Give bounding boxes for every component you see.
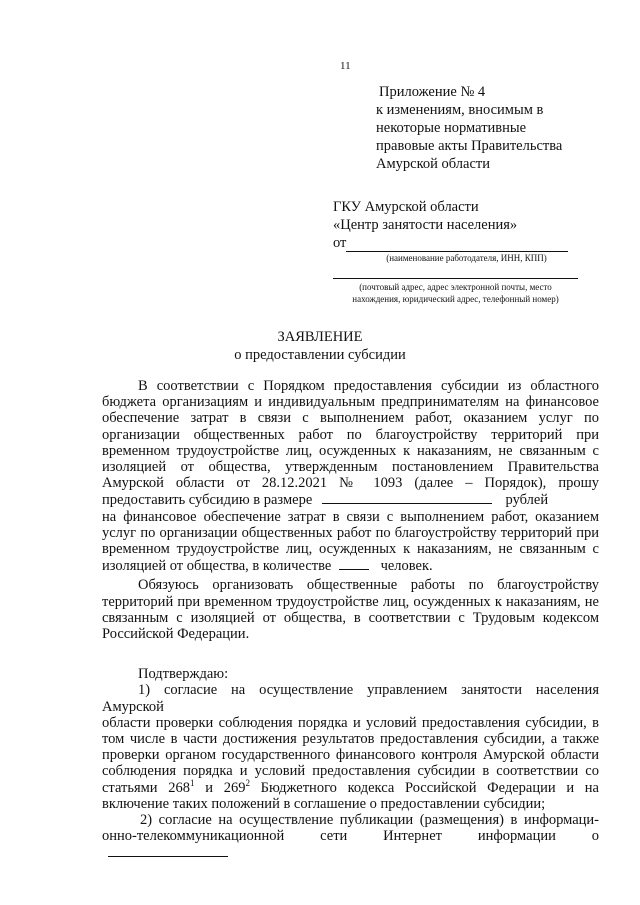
addressee-org-name: «Центр занятости населения» [333, 217, 518, 233]
addressee-org: ГКУ Амурской области [333, 199, 479, 215]
addressee-block [333, 198, 578, 305]
text-line: территорий при временном трудоустройстве лиц, осужденных к наказаниям, не [102, 593, 599, 610]
employer-blank-field[interactable] [346, 237, 568, 252]
count-blank-field[interactable] [339, 557, 369, 570]
appendix-header [376, 83, 562, 173]
text-line: организации общественных работ по благоустройству территорий при [102, 426, 599, 443]
from-label: от [333, 235, 347, 251]
appendix-line: правовые акты Правительства [376, 138, 563, 154]
count-label: изоляцией от общества, в количестве [102, 558, 332, 575]
count-unit: человек. [380, 558, 433, 575]
publication-label: онно-телекоммуникационной сети Интернет информации о [102, 828, 599, 845]
text-line: проверки органом государственного финансового контроля Амурской области [102, 747, 599, 764]
text-line: связанным с изоляцией от общества, в соответствии с Трудовым кодексом [102, 609, 599, 626]
amount-label: предоставить субсидию в размере [102, 492, 313, 509]
amount-unit: рублей [505, 492, 549, 509]
text-line: временном трудоустройстве лиц, осужденных к наказаниям, не связанным с [102, 541, 599, 558]
text-line: области проверки соблюдения порядка и условий предоставления субсидии, в [102, 714, 599, 731]
document-subtitle: о предоставлении субсидии [234, 347, 406, 363]
address-note-1: (почтовый адрес, адрес электронной почты, место [359, 282, 552, 292]
text-line: на финансовое обеспечение затрат в связи с выполнением работ, оказанием [102, 508, 599, 525]
text-line: Амурской области от 28.12.2021 № 1093 (далее – Порядок), прошу [102, 475, 599, 492]
text-line: Российской Федерации. [102, 626, 250, 643]
from-line [333, 234, 578, 252]
footnote-marker: 2 [245, 777, 250, 788]
publication-blank-field[interactable] [108, 844, 228, 857]
text-line: 2) согласие на осуществление публикации (размещения) в информаци- [140, 812, 599, 829]
text-line-amount [102, 491, 599, 508]
text-line: 1) согласие на осуществление управлением занятости населения Амурской [102, 682, 599, 715]
text-line: бюджета организациям и индивидуальным предпринимателям на финансовое [102, 394, 599, 411]
document-body [102, 378, 599, 862]
text-fragment: Бюджетного кодекса Российской Федерации и на [249, 779, 599, 796]
text-fragment: и 269 [194, 779, 246, 796]
appendix-line: Амурской области [376, 156, 490, 172]
text-line: изоляцией от общества, утвержденным постановлением Правительства [102, 459, 599, 476]
appendix-title: Приложение № 4 [379, 84, 486, 100]
text-line-publication [102, 828, 599, 861]
appendix-line: к изменениям, вносимым в [376, 102, 544, 118]
text-line: том числе в части достижения результатов предоставления субсидии, а также [102, 731, 599, 748]
confirm-label: Подтверждаю: [138, 666, 229, 683]
appendix-line: некоторые нормативные [376, 120, 527, 136]
text-line: включение таких положений в соглашение о предоставлении субсидии; [102, 795, 546, 812]
text-line: услуг по организации общественных работ по благоустройству территорий при [102, 524, 599, 541]
text-line-footnotes [102, 777, 599, 796]
page-number: 11 [340, 60, 351, 72]
text-line: обеспечение затрат в связи с выполнением работ, оказанием услуг по [102, 410, 599, 427]
text-fragment: статьями 268 [102, 779, 191, 796]
amount-blank-field[interactable] [322, 491, 492, 504]
text-line: В соответствии с Порядком предоставления субсидии из областного [138, 378, 599, 394]
address-note-2: нахождения, юридический адрес, телефонный номер) [352, 294, 559, 304]
document-title: ЗАЯВЛЕНИЕ [277, 329, 363, 345]
footnote-marker: 1 [190, 777, 195, 788]
text-line: Обязуюсь организовать общественные работы по благоустройству [138, 577, 599, 594]
text-line: соблюдения порядка и условий предоставления субсидии в соответствии со [102, 763, 599, 780]
text-line-count [102, 557, 599, 574]
text-line: временном трудоустройстве лиц, осужденных к наказаниям, не связанным с [102, 442, 599, 459]
address-blank-field[interactable] [333, 264, 578, 279]
employer-note: (наименование работодателя, ИНН, КПП) [386, 253, 547, 263]
